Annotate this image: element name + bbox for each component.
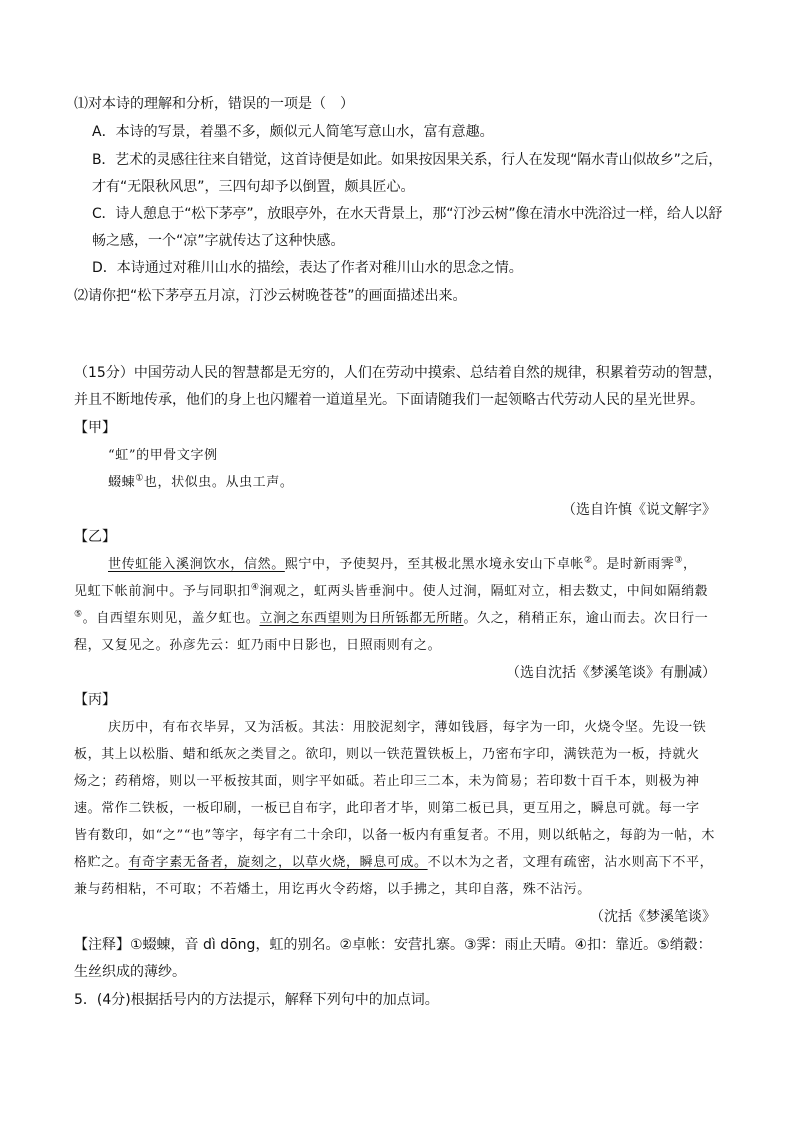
bing-line-3: 炀之；药稍熔，则以一平板按其面，则字平如砥。若止印三二本，未为简易；若印数十百千本，则极为神: [74, 774, 700, 789]
question-1-part-2: ⑵请你把“松下茅亭五月凉，汀沙云树晚苍苍”的画面描述出来。: [74, 288, 467, 304]
option-c-line1: C．诗人憩息于“松下茅亭”，放眼亭外，在水天背景上，那“汀沙云树”像在清水中洗浴过一样，给人以舒: [92, 206, 722, 222]
option-a: A．本诗的写景，着墨不多，颇似元人简笔写意山水，富有意趣。: [92, 124, 494, 140]
bing-source: （沈括《梦溪笔谈》: [590, 909, 716, 925]
yi-line-2: 见虹下帐前涧中。予与同职扣④涧观之，虹两头皆垂涧中。使人过涧，隔虹对立，相去数丈，中间如隔绡縠: [74, 582, 709, 599]
bing-line-1: 庆历中，有布衣毕昇，又为活板。其法：用胶泥刻字，薄如钱唇，每字为一印，火烧令坚。先设一铁: [108, 720, 707, 735]
option-c-line2: 畅之感，一个“凉”字就传达了这种快感。: [92, 233, 345, 249]
yi-line-3: ⑤。自西望东则见，盖夕虹也。立涧之东西望则为日所铄都无所睹。久之，稍稍正东，逾山而去。次日行一: [74, 609, 709, 626]
yi-line-1: 世传虹能入溪涧饮水，信然。熙宁中，予使契丹，至其极北黑水境永安山下卓帐②。是时新雨霁③，: [108, 555, 697, 572]
bing-line-5: 皆有数印，如“之”“也”等字，每字有二十余印，以备一板内有重复者。不用，则以纸帖之，每韵为一帖，木: [74, 828, 715, 843]
jia-line-2: 蝃蝀①也，状似虫。从虫工声。: [108, 473, 294, 490]
option-b-line1: B．艺术的灵感往往来自错觉，这首诗便是如此。如果按因果关系，行人在发现“隔水青山似故乡”之后，: [92, 152, 722, 168]
section-jia-heading: 【甲】: [74, 420, 116, 436]
intro-line-2: 并且不断地传承，他们的身上也闪耀着一道道星光。下面请随我们一起领略古代劳动人民的星光世界。: [74, 392, 704, 408]
option-b-line2: 才有“无限秋风思”，三四句却予以倒置，颇具匠心。: [92, 179, 415, 195]
bing-line-7: 兼与药相粘，不可取；不若燔土，用讫再火令药熔，以手拂之，其印自落，殊不沾污。: [74, 882, 591, 897]
jia-line-1: “虹”的甲骨文字例: [108, 448, 218, 463]
option-d: D．本诗通过对稚川山水的描绘，表达了作者对稚川山水的思念之情。: [92, 260, 523, 276]
bing-line-4: 速。常作二铁板，一板印刷，一板已自布字，此印者才毕，则第二板已具，更互用之，瞬息可就。每一字: [74, 801, 700, 816]
notes-line-2: 生丝织成的薄纱。: [74, 964, 186, 980]
bing-line-2: 板，其上以松脂、蜡和纸灰之类冒之。欲印，则以一铁范置铁板上，乃密布字印，满铁范为一板，持就火: [74, 747, 700, 762]
section-yi-heading: 【乙】: [74, 529, 116, 545]
yi-source: （选自沈括《梦溪笔谈》有删减）: [506, 665, 716, 681]
question-5: 5．(4分)根据括号内的方法提示，解释下列句中的加点词。: [74, 992, 439, 1008]
bing-line-6: 格贮之。有奇字素无备者，旋刻之，以草火烧，瞬息可成。不以木为之者，文理有疏密，沾水则高下不平，: [74, 855, 714, 870]
yi-line-4: 程，又复见之。孙彦先云：虹乃雨中日影也，日照雨则有之。: [74, 638, 442, 653]
notes-line-1: 【注释】①蝃蝀，音 dì dōng，虹的别名。②卓帐：安营扎寨。③霁：雨止天晴。④扣：靠近。⑤绡縠：: [74, 937, 712, 953]
intro-line-1: （15分）中国劳动人民的智慧都是无穷的，人们在劳动中摸索、总结着自然的规律，积累着劳动的智慧，: [74, 365, 722, 381]
question-1-stem: ⑴对本诗的理解和分析，错误的一项是（ ）: [74, 96, 354, 112]
section-bing-heading: 【丙】: [74, 692, 116, 708]
jia-source: （选自许慎《说文解字》: [562, 502, 716, 518]
